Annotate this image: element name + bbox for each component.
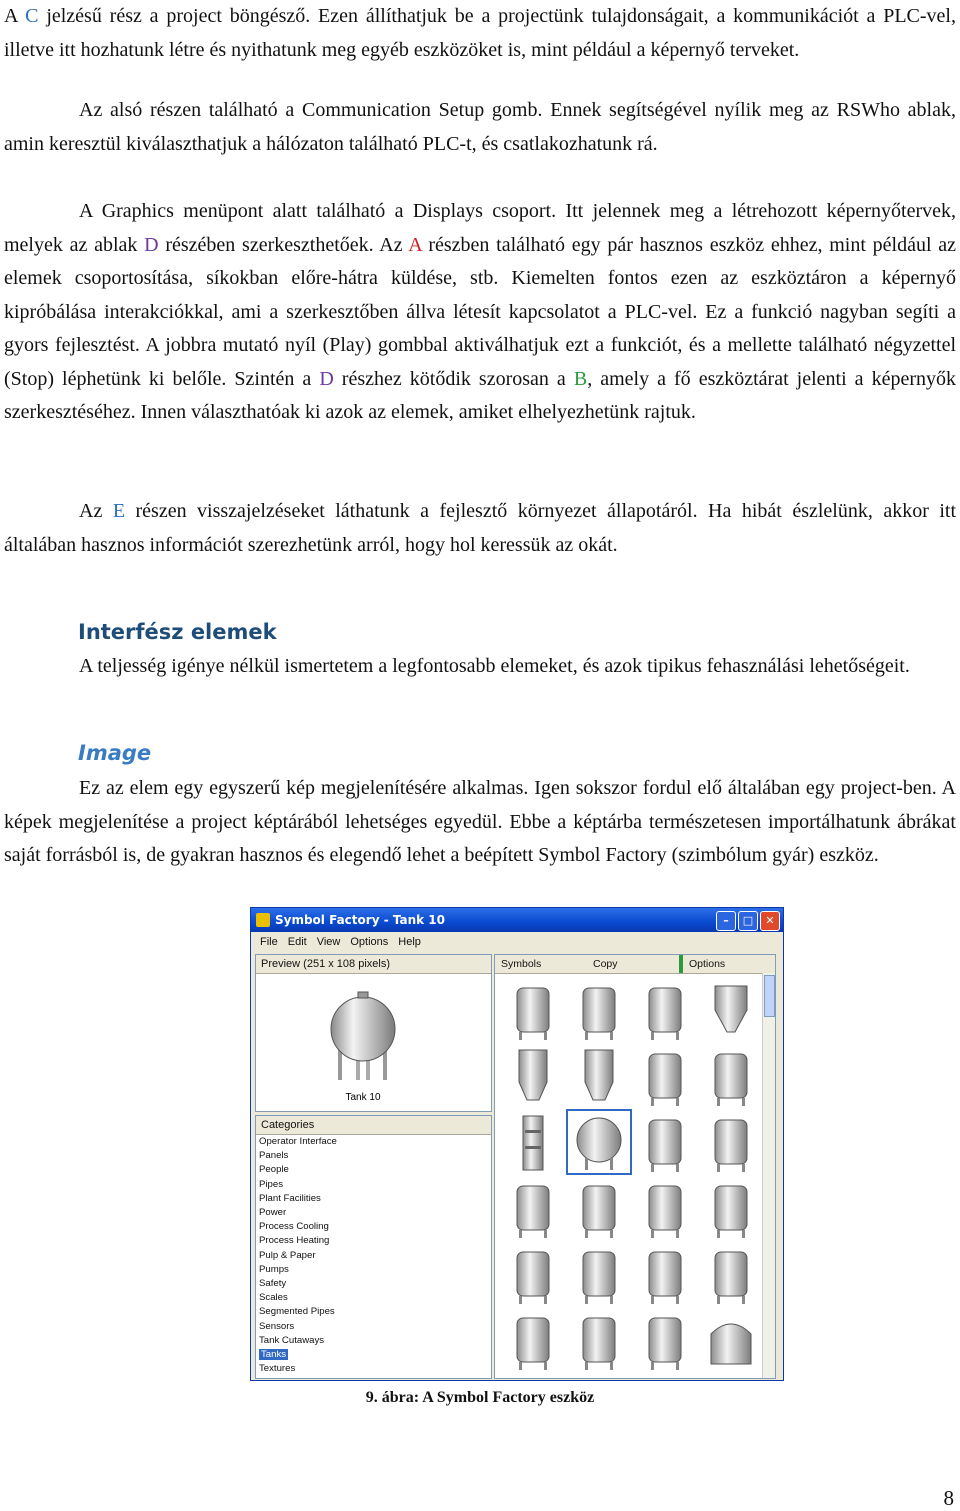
label-letter-a: A	[408, 233, 422, 256]
tank-symbol-icon[interactable]	[649, 1186, 681, 1238]
page-number: 8	[943, 1486, 954, 1510]
tank-symbol-icon[interactable]	[715, 1054, 747, 1106]
category-item[interactable]: Pumps	[259, 1263, 289, 1275]
menu-file[interactable]: File	[260, 936, 278, 948]
category-item[interactable]: Pulp & Paper	[259, 1249, 316, 1261]
text: , amely a fő eszköztárat jelenti a képernyők szerkesztéséhez. Innen választhatóak ki azok az elemek, amiket elhelyezhetünk rajtuk.	[4, 367, 956, 423]
close-icon[interactable]: ✕	[760, 911, 780, 931]
menu-edit[interactable]: Edit	[287, 936, 307, 948]
category-item[interactable]: Tank Cutaways	[259, 1334, 325, 1346]
tank-symbol-icon[interactable]	[517, 988, 549, 1040]
category-item[interactable]: Power	[259, 1207, 287, 1219]
label-letter-b: B	[573, 367, 588, 390]
category-item[interactable]: Pipes	[259, 1178, 283, 1190]
paragraph-project-browser	[4, 0, 956, 67]
tank-symbol-icon[interactable]	[583, 1186, 615, 1238]
tab-symbols[interactable]: Symbols	[501, 958, 542, 970]
tank-symbol-icon[interactable]	[649, 988, 681, 1040]
text: részében szerkeszthetőek. Az	[158, 233, 409, 256]
tank-symbol-icon[interactable]	[567, 1110, 631, 1174]
category-item[interactable]: Safety	[259, 1278, 287, 1290]
tank-symbol-icon[interactable]	[517, 1186, 549, 1238]
tab-options[interactable]: Options	[689, 958, 726, 970]
preview-label: Preview (251 x 108 pixels)	[256, 955, 491, 974]
tank-symbol-icon[interactable]	[649, 1252, 681, 1304]
symbols-pane	[494, 954, 776, 1379]
label-letter-e: E	[112, 500, 126, 522]
tank-symbol-icon[interactable]	[517, 1252, 549, 1304]
category-item[interactable]: Segmented Pipes	[259, 1306, 335, 1318]
symbol-factory-screenshot	[250, 907, 784, 1381]
tank-symbol-icon[interactable]	[649, 1054, 681, 1106]
text: A	[4, 5, 26, 27]
category-item[interactable]: Textures	[259, 1363, 296, 1375]
paragraph-image-description: Ez az elem egy egyszerű kép megjelenítésére alkalmas. Igen sokszor fordul elő általában egy project-ben. A képek megjelenítése a project képtárából lehetséges egyedül. Ebbe a képtárba természetesen importálhatunk ábrákat saját forrásból is, de gyakran hasznos és elegendő lehet a beépített Symbol Factory (szimbólum gyár) eszköz.	[4, 777, 956, 866]
heading-interfesz-elemek: Interfész elemek	[78, 620, 277, 644]
symbols-tabs	[495, 955, 775, 974]
tank-symbol-icon[interactable]	[583, 1318, 615, 1370]
minimize-icon[interactable]: –	[716, 911, 736, 931]
tank-symbol-icon[interactable]	[517, 1318, 549, 1370]
text: részhez kötődik szorosan a	[333, 367, 574, 390]
tank-symbol-icon[interactable]	[523, 1116, 543, 1170]
menu-view[interactable]: View	[316, 936, 341, 948]
scrollbar-thumb[interactable]	[764, 975, 775, 1017]
tank-symbol-icon[interactable]	[715, 1120, 747, 1172]
tank-symbol-icon[interactable]	[715, 986, 747, 1032]
categories-pane	[255, 1115, 492, 1379]
tank-preview-image	[256, 974, 489, 1110]
paragraph-communication-setup: Az alsó részen található a Communication Setup gomb. Ennek segítségével nyílik meg az RSWho ablak, amin keresztül kiválaszthatjuk a hálózaton található PLC-t, és csatlakozhatunk rá.	[4, 99, 956, 155]
category-item[interactable]: Process Heating	[259, 1235, 330, 1247]
tank-symbol-icon[interactable]	[715, 1252, 747, 1304]
category-item[interactable]: Panels	[259, 1150, 289, 1162]
categories-label: Categories	[256, 1116, 491, 1135]
text: Az	[79, 500, 113, 522]
menu-options[interactable]: Options	[350, 936, 389, 948]
tank-label: Tank 10	[345, 1092, 381, 1103]
window-title: Symbol Factory - Tank 10	[275, 913, 445, 927]
category-item[interactable]: Sensors	[259, 1320, 295, 1332]
paragraph-graphics-displays	[4, 195, 956, 430]
figure-caption: 9. ábra: A Symbol Factory eszköz	[365, 1389, 595, 1406]
category-item[interactable]: Operator Interface	[259, 1136, 337, 1147]
tank-symbol-icon[interactable]	[649, 1318, 681, 1370]
paragraph-interface-intro: A teljesség igénye nélkül ismertetem a legfontosabb elemeket, és azok tipikus fehasználási lehetőségeit.	[79, 655, 910, 677]
app-icon	[256, 913, 270, 927]
category-item[interactable]: Scales	[259, 1292, 288, 1304]
text: részen visszajelzéseket láthatunk a fejlesztő környezet állapotáról. Ha hibát észlelünk, akkor itt általában hasznos információt szerezhetünk arról, hogy hol keressük az okát.	[4, 500, 957, 556]
tank-symbol-icon[interactable]	[583, 988, 615, 1040]
text: A Graphics menüpont alatt található a Displays csoport. Itt jelennek meg a létrehozott képernyőtervek, melyek az ablak	[4, 200, 956, 256]
label-letter-c: C	[25, 5, 39, 27]
category-item[interactable]: People	[259, 1164, 289, 1176]
tank-symbol-icon[interactable]	[715, 1186, 747, 1238]
tank-symbol-icon[interactable]	[583, 1252, 615, 1304]
label-letter-d: D	[144, 233, 159, 256]
text: részben található egy pár hasznos eszköz ehhez, mint például az elemek csoportosítása, síkokban előre-hátra küldése, stb. Kiemelten fontos ezen az eszköztáron a képernyő kipróbálása interakciókkal, ami a szerkesztőben állva létesít kapcsolatot a PLC-vel. Ez a funkció nagyban segíti a gyors fejlesztést. A jobbra mutató nyíl (Play) gombbal aktiválhatjuk ezt a funkciót, és a mellette található négyzettel (Stop) léphetünk ki belőle. Szintén a	[4, 233, 956, 390]
symbols-grid	[495, 974, 761, 1378]
menu-bar	[251, 932, 783, 952]
category-item[interactable]: Plant Facilities	[259, 1192, 321, 1204]
preview-pane	[255, 954, 492, 1112]
symbols-scrollbar[interactable]	[762, 973, 775, 1378]
paragraph-feedback	[4, 495, 956, 562]
category-item-selected[interactable]: Tanks	[261, 1349, 287, 1361]
category-list	[256, 1135, 491, 1376]
menu-help[interactable]: Help	[398, 936, 421, 948]
text: jelzésű rész a project böngésző. Ezen állíthatjuk be a projectünk tulajdonságait, a kommunikációt a PLC-vel, illetve itt hozhatunk létre és nyithatunk meg egyéb eszközöket is, mint például a képernyő terveket.	[4, 5, 956, 61]
window-titlebar	[251, 908, 783, 932]
tab-copy[interactable]: Copy	[587, 955, 683, 973]
tank-symbol-icon[interactable]	[519, 1050, 547, 1100]
tank-symbol-icon[interactable]	[711, 1324, 751, 1364]
heading-image: Image	[78, 741, 152, 765]
tank-symbol-icon[interactable]	[585, 1050, 613, 1100]
category-item[interactable]: Process Cooling	[259, 1221, 329, 1233]
label-letter-d: D	[319, 367, 334, 390]
maximize-icon[interactable]: □	[738, 911, 758, 931]
tank-symbol-icon[interactable]	[649, 1120, 681, 1172]
